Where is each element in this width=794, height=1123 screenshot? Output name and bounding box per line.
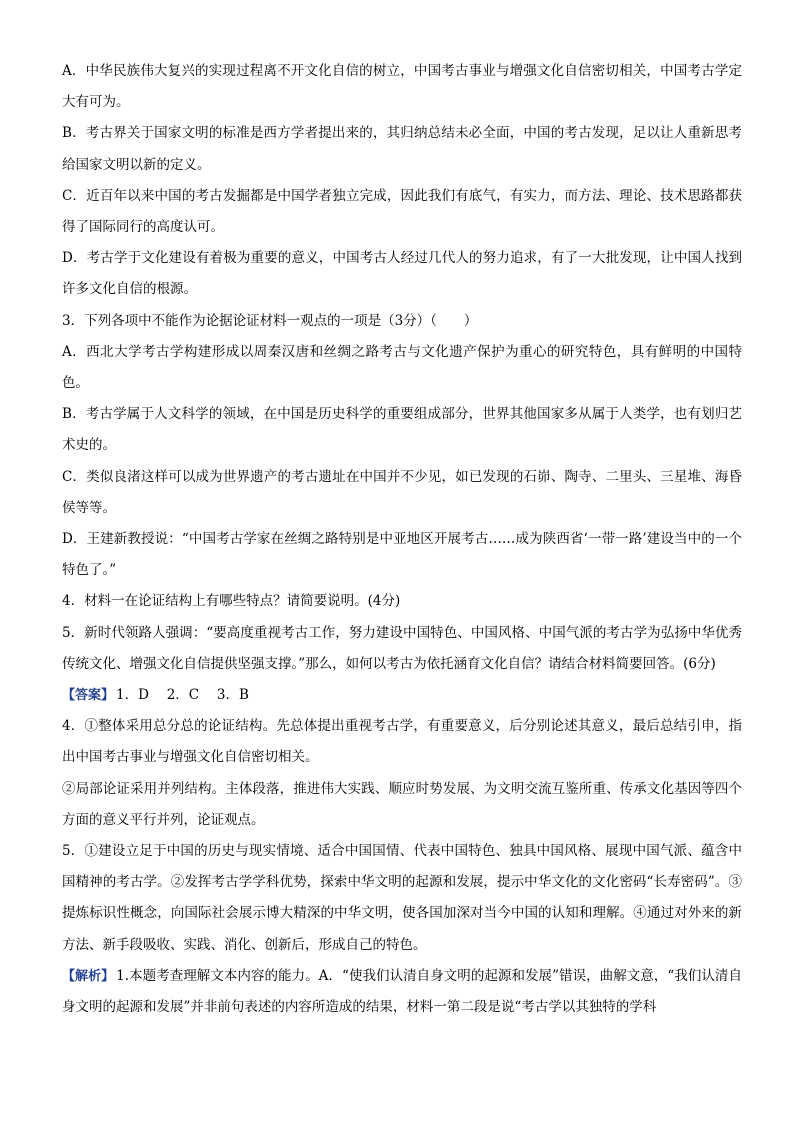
q3-option-d: D．王建新教授说：“中国考古学家在丝绸之路特别是中亚地区开展考古……成为陕西省‘一带一路’建设当中的一个特色了。” [62, 531, 742, 579]
q2-option-b: B．考古界关于国家文明的标准是西方学者提出来的，其归纳总结未必全面，中国的考古发现，足以让人重新思考给国家文明以新的定义。 [62, 125, 742, 173]
q3-option-b: B．考古学属于人文科学的领域，在中国是历史科学的重要组成部分，世界其他国家多从属于人类学，也有划归艺术史的。 [62, 406, 742, 454]
q4-stem: 4．材料一在论证结构上有哪些特点？请简要说明。(4分) [62, 593, 401, 610]
answer-choices: 1．D 2．C 3．B [116, 687, 249, 704]
answer-choices-line [62, 680, 742, 711]
answer-tag: 【答案】 [62, 688, 115, 704]
q5-stem: 5．新时代领路人强调：“要高度重视考古工作，努力建设中国特色、中国风格、中国气派的考古学为弘扬中华优秀传统文化、增强文化自信提供坚强支撑。”那么，如何以考古为依托涵育文化自信？请结合材料简要回答。(6分) [62, 624, 742, 672]
q3-stem: 3．下列各项中不能作为论据论证材料一观点的一项是（3分）（ ） [62, 312, 478, 329]
analysis-line [62, 961, 742, 1023]
q2-option-d: D．考古学于文化建设有着极为重要的意义，中国考古人经过几代人的努力追求，有了一大批发现，让中国人找到许多文化自信的根源。 [62, 250, 742, 298]
q2-option-c: C．近百年以来中国的考古发掘都是中国学者独立完成，因此我们有底气，有实力，而方法、理论、技术思路都获得了国际同行的高度认可。 [62, 187, 742, 236]
document-page [62, 56, 742, 1023]
analysis-tag: 【解析】 [62, 968, 115, 984]
q3-option-a: A．西北大学考古学构建形成以周秦汉唐和丝绸之路考古与文化遗产保护为重心的研究特色，具有鲜明的中国特色。 [62, 343, 742, 392]
answer-4-part-2: ②局部论证采用并列结构。主体段落，推进伟大实践、顺应时势发展、为文明交流互鉴所重、传承文化基因等四个方面的意义平行并列，论证观点。 [62, 780, 742, 828]
answer-5: 5．①建设立足于中国的历史与现实情境、适合中国国情、代表中国特色、独具中国风格、展现中国气派、蕴含中国精神的考古学。②发挥考古学学科优势，探索中华文明的起源和发展，提示中华文化的文化密码“长寿密码”。③提炼标识性概念，向国际社会展示博大精深的中华文明，使各国加深对当今中国的认知和理解。④通过对外来的新方法、新手段吸收、实践、消化、创新后，形成自己的特色。 [62, 843, 742, 953]
answer-4-part-1: 4．①整体采用总分总的论证结构。先总体提出重视考古学，有重要意义，后分别论述其意义，最后总结引申，指出中国考古事业与增强文化自信密切相关。 [62, 718, 742, 766]
q3-option-c: C．类似良渚这样可以成为世界遗产的考古遗址在中国并不少见，如已发现的石峁、陶寺、二里头、三星堆、海昏侯等等。 [62, 468, 742, 516]
q2-option-a: A．中华民族伟大复兴的实现过程离不开文化自信的树立，中国考古事业与增强文化自信密切相关，中国考古学定大有可为。 [62, 63, 742, 111]
analysis-text: 1.本题考查理解文本内容的能力。A．“使我们认清自身文明的起源和发展”错误，曲解文意，“我们认清自身文明的起源和发展”并非前句表述的内容所造成的结果，材料一第二段是说“考古学以其独特的学科 [62, 967, 742, 1016]
